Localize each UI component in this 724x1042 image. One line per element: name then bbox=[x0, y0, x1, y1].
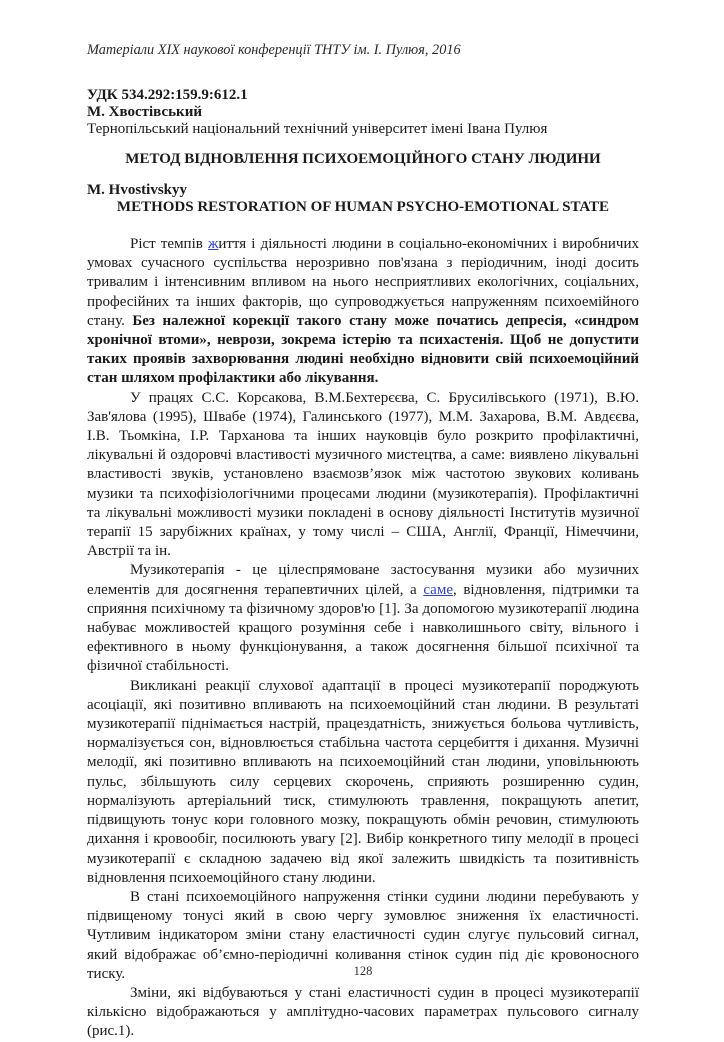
article-title-ua: МЕТОД ВІДНОВЛЕННЯ ПСИХОЕМОЦІЙНОГО СТАНУ ЛЮДИНИ bbox=[125, 151, 601, 167]
paragraph-3 bbox=[87, 561, 639, 676]
paragraph-3-text: , відновлення, підтримки та сприяння психічному та фізичному здоров'ю [1]. За допомогою музикотерапії людина набуває можливостей кращого розуміння себе і навколишнього світу, вільного і ефективного в ньому функціонування, а також досягнення більшої психічної та фізичної стабільності. bbox=[87, 581, 639, 675]
hyperlink-same[interactable]: саме bbox=[423, 581, 453, 598]
author-name-ua: М. Хвостівський bbox=[87, 104, 202, 120]
article-body bbox=[87, 235, 639, 1042]
paragraph-1-intro: Ріст темпів bbox=[130, 236, 208, 252]
article-title-en: METHODS RESTORATION OF HUMAN PSYCHO-EMOTIONAL STATE bbox=[116, 199, 610, 215]
running-header: Матеріали XIX наукової конференції ТНТУ ім. І. Пулюя, 2016 bbox=[87, 42, 461, 58]
paragraph-5: В стані психоемоційного напруження стінки судини людини перебувають у підвищеному тонусі який в свою чергу зумовлює зниження їх еластичності. Чутливим індикатором зміни стану еластичності судин слугує пульсовий сигнал, який відображає об’ємно-періодичні коливання стінок судин під діє кровоносного тиску. bbox=[87, 888, 639, 982]
page-number: 128 bbox=[353, 964, 373, 978]
paragraph-2: У працях С.С. Корсакова, В.М.Бехтерєєва, С. Брусилівського (1971), В.Ю. Зав'ялова (1995), Швабе (1974), Галинського (1977), М.М. Захарова, В.М. Авдєєва, І.В. Тьомкіна, І.Р. Тарханова та інших науковців було розкрито профілактичні, лікувальні й оздоровчі властивості музичного мистецтва, а саме: виявлено лікувальні властивості звуків, установлено взаємозв’язок між частотою звукових коливань музики та психофізіологічними процесами людини (музикотерапія). Профілактичні та лікувальні можливості музики покладені в основу діяльності Інститутів музичної терапії 15 зарубіжних країнах, у тому числі – США, Англії, Франції, Німеччини, Австрії та ін. bbox=[87, 389, 639, 560]
paragraph-1-bold-text: Без належної корекції такого стану може початись депресія, «синдром хронічної втоми», неврози, зокрема істерію та психастенія. Щоб не допустити таких проявів захворювання людині необхідно відновити свій психоемоційний стан шляхом профілактики або лікування. bbox=[87, 312, 639, 387]
paragraph-1 bbox=[87, 235, 639, 389]
hyperlink-zhyttia[interactable]: ж bbox=[207, 236, 219, 252]
udk-code: УДК 534.292:159.9:612.1 bbox=[87, 87, 248, 103]
author-name-en: M. Hvostivskyy bbox=[87, 182, 188, 198]
paragraph-3-intro: Музикотерапія - це цілеспрямоване застосування музики або музичних елементів для досягнення терапевтичних цілей, а bbox=[87, 562, 639, 598]
author-affiliation: Тернопільський національний технічний університет імені Івана Пулюя bbox=[87, 121, 548, 137]
paragraph-1-text: иття і діяльності людини в соціально-економічних і виробничих умовах сучасного суспільства нерозривно пов'язана з періодичним, іноді досить тривалим і інтенсивним впливом на нього несприятливих екологічних, соціальних, професійних та інших факторів, що супроводжується напруженням психоемійного стану. bbox=[87, 236, 639, 329]
paragraph-6: Зміни, які відбуваються у стані еластичності судин в процесі музикотерапії кількісно відображаються у амплітудно-часових параметрах пульсового сигналу (рис.1). bbox=[87, 984, 639, 1040]
paragraph-4: Викликані реакції слухової адаптації в процесі музикотерапії породжують асоціації, які позитивно впливають на психоемоційний стан людини. В результаті музикотерапії піднімається настрій, працездатність, знижується больова чутливість, нормалізується сон, відновлюється стабільна частота серцебиття і дихання. Музичні мелодії, які позитивно впливають на психоемоційний стан людини, уповільнюють пульс, збільшують силу серцевих скорочень, сприяють розширенню судин, нормалізують артеріальний тиск, стимулюють травлення, покращують апетит, підвищують тонус кори головного мозку, покращують обмін речовин, стимулюють дихання і кровообіг, посилюють увагу [2]. Вибір конкретного типу мелодії в процесі музикотерапії є складною задачею від якої залежить швидкість та позитивність відновлення психоемоційного стану людини. bbox=[87, 677, 639, 886]
